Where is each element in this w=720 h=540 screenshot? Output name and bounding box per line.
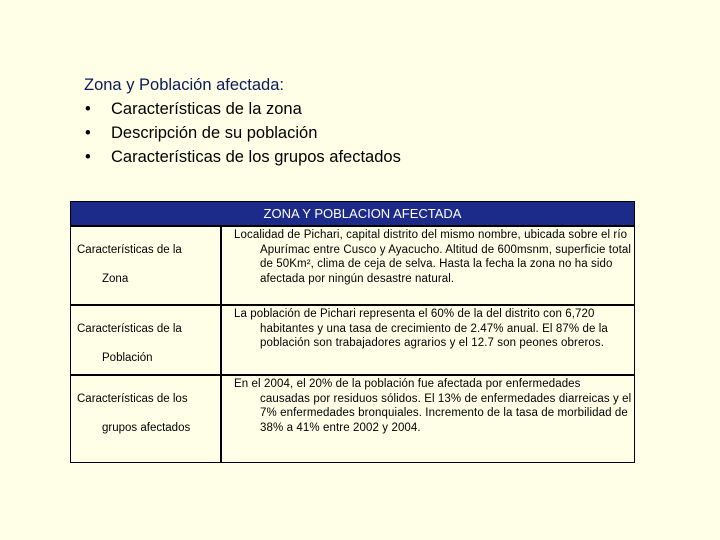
row-label (71, 376, 222, 462)
row-label-line2: grupos afectados (102, 421, 191, 434)
table-row (71, 376, 634, 462)
row-label (71, 227, 222, 304)
table-row (71, 306, 634, 376)
table-header: ZONA Y POBLACION AFECTADA (71, 202, 634, 227)
row-value-text: La población de Pichari representa el 60% de la del distrito con 6,720 habitantes y una tasa de crecimiento de 2.47% anual. El 87% de la población son trabajadores agrarios y el 12.7 son peones obreros. (234, 308, 608, 349)
row-label-line1: Características de los (77, 392, 188, 405)
bullet-icon: • (85, 148, 91, 166)
row-value (222, 306, 634, 374)
bullet-text: Características de los grupos afectados (111, 148, 401, 166)
intro-bullet (84, 121, 644, 145)
row-label-line1: Características de la (77, 322, 182, 335)
row-label-line1: Características de la (77, 243, 182, 256)
bullet-text: Características de la zona (111, 100, 302, 118)
bullet-icon: • (85, 124, 91, 142)
bullet-text: Descripción de su población (111, 124, 318, 142)
row-value-text: Localidad de Pichari, capital distrito del mismo nombre, ubicada sobre el río Apurímac entre Cusco y Ayacucho. Altitud de 600msnm, superficie total de 50Km², clima de ceja de selva. Hasta la fecha la zona no ha sido afectada por ningún desastre natural. (234, 229, 632, 285)
intro-block (84, 73, 644, 169)
table-row (71, 227, 634, 306)
row-value-text: En el 2004, el 20% de la población fue afectada por enfermedades causadas por residuos sólidos. El 13% de enfermedades diarreicas y el 7% enfermedades bronquiales. Incremento de la tasa de morbilidad de 38% a 41% entre 2002 y 2004. (234, 378, 632, 434)
row-value (222, 376, 634, 462)
row-label-line2: Población (102, 351, 153, 364)
row-value (222, 227, 634, 304)
bullet-icon: • (85, 100, 91, 118)
intro-title: Zona y Población afectada: (84, 76, 284, 94)
intro-bullet (84, 145, 644, 169)
row-label (71, 306, 222, 374)
intro-bullet (84, 97, 644, 121)
row-label-line2: Zona (102, 272, 129, 285)
affected-zone-table (70, 201, 635, 463)
